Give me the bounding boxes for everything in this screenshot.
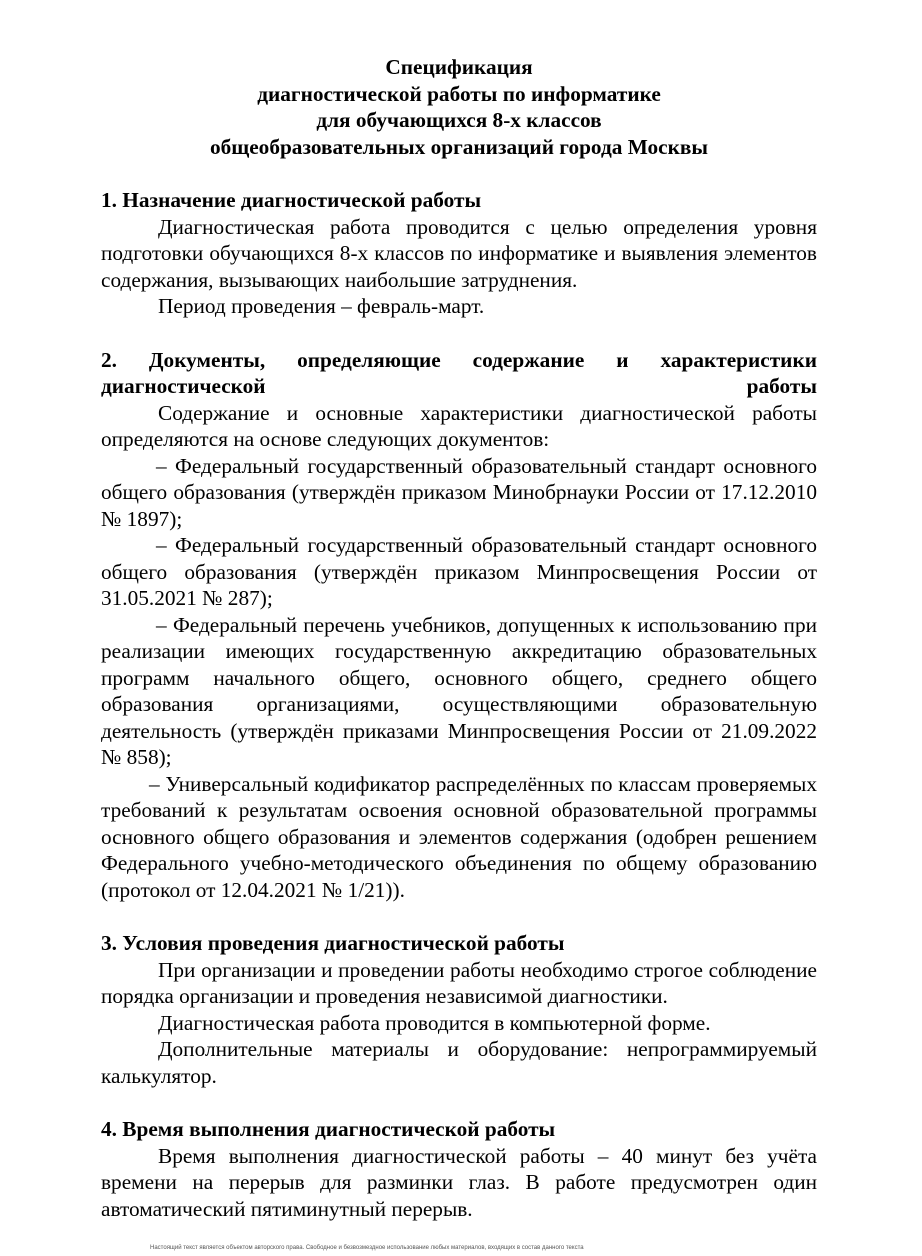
section-heading: 4. Время выполнения диагностической работы	[101, 1117, 556, 1141]
paragraph: Дополнительные материалы и оборудование: непрограммируемый калькулятор.	[101, 1037, 817, 1088]
list-item: – Федеральный государственный образовательный стандарт основного общего образования (утверждён приказом Минобрнауки России от 17.12.2010 № 1897);	[101, 453, 817, 531]
section-purpose	[101, 187, 817, 320]
list-item: – Универсальный кодификатор распределённых по классам проверяемых требований к результатам освоения основной образовательной программы основного общего образования и элементов содержания (одобрен решением Федерального учебно-методического объединения по общему образованию (протокол от 12.04.2021 № 1/21)).	[101, 771, 817, 902]
paragraph: Диагностическая работа проводится в компьютерной форме.	[158, 1010, 711, 1035]
document-title	[101, 54, 817, 160]
paragraph: Время выполнения диагностической работы – 40 минут без учёта времени на перерыв для разминки глаз. В работе предусмотрен один автоматический пятиминутный перерыв.	[101, 1143, 817, 1221]
title-line: Спецификация	[385, 55, 533, 79]
section-heading: 3. Условия проведения диагностической работы	[101, 931, 565, 955]
paragraph: Содержание и основные характеристики диагностической работы определяются на основе следующих документов:	[101, 400, 817, 451]
section-heading	[101, 347, 817, 400]
section-duration	[101, 1116, 817, 1222]
paragraph: При организации и проведении работы необходимо строгое соблюдение порядка организации и проведения независимой диагностики.	[101, 957, 817, 1008]
title-line: диагностической работы по информатике	[257, 81, 661, 106]
heading-text: 2. Документы, определяющие содержание и характеристики диагностической работы	[101, 347, 817, 398]
section-documents	[101, 347, 817, 904]
section-heading: 1. Назначение диагностической работы	[101, 188, 482, 212]
paragraph: Диагностическая работа проводится с целью определения уровня подготовки обучающихся 8-х классов по информатике и выявления элементов содержания, вызывающих наибольшие затруднения.	[101, 214, 817, 292]
list-item: – Федеральный государственный образовательный стандарт основного общего образования (утверждён приказом Минпросвещения России от 31.05.2021 № 287);	[101, 533, 817, 610]
list-item: – Федеральный перечень учебников, допущенных к использованию при реализации имеющих государственную аккредитацию образовательных программ начального общего, основного общего, среднего общего образования организациями, осуществляющими образовательную деятельность (утверждён приказами Минпросвещения России от 21.09.2022 № 858);	[101, 612, 817, 769]
copyright-footer: Настоящий текст является объектом авторского права. Свободное и безвозмездное использование любых материалов, входящих в состав данного текста	[150, 1245, 584, 1251]
document-page	[101, 0, 817, 1222]
title-line: для обучающихся 8-х классов	[316, 108, 602, 132]
section-conditions	[101, 930, 817, 1089]
title-line: общеобразовательных организаций города Москвы	[209, 134, 709, 159]
paragraph: Период проведения – февраль-март.	[158, 294, 485, 318]
